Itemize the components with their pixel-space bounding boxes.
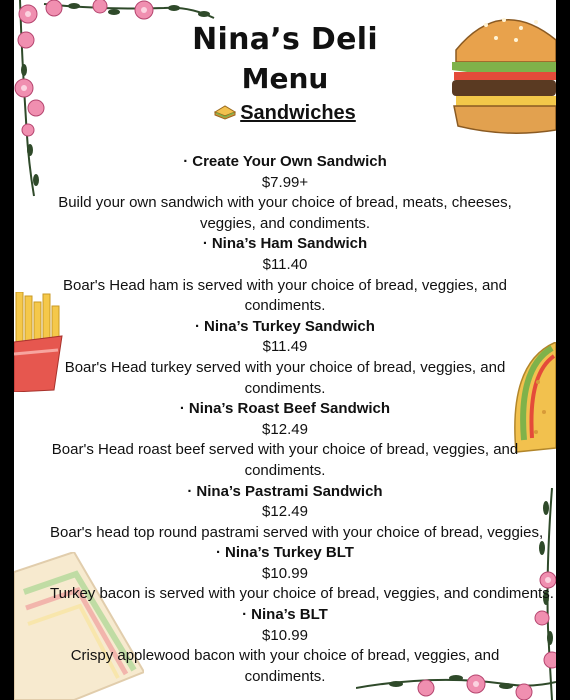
- menu-item: [14, 543, 556, 605]
- bullet: ·: [216, 544, 222, 562]
- item-price: $12.49: [262, 420, 308, 438]
- sandwich-list: [14, 152, 556, 687]
- item-description: Turkey bacon is served with your choice of bread, veggies, and condiments.: [50, 585, 554, 603]
- item-description: Boar's Head roast beef served with your choice of bread, veggies, and condiments.: [51, 441, 519, 479]
- item-name: [14, 399, 556, 420]
- item-name: [14, 152, 556, 173]
- menu-item: [14, 234, 556, 316]
- bullet: ·: [195, 317, 201, 335]
- menu-item: [14, 605, 556, 687]
- bullet: ·: [183, 153, 189, 170]
- menu-item: [14, 399, 556, 481]
- menu-subtitle: Menu: [241, 62, 329, 95]
- item-price: $7.99+: [261, 173, 309, 191]
- item-name: [14, 234, 556, 255]
- item-name-text: Nina’s Ham Sandwich: [211, 235, 368, 253]
- menu-item: [14, 482, 556, 544]
- item-name-text: Nina’s Turkey BLT: [225, 544, 354, 562]
- bullet: ·: [179, 400, 185, 418]
- bullet: ·: [202, 235, 208, 253]
- item-description: Crispy applewood bacon with your choice of bread, veggies, and condiments.: [70, 647, 500, 685]
- bullet: ·: [187, 482, 193, 500]
- item-name-text: Create Your Own Sandwich: [192, 153, 387, 170]
- section-label: Sandwiches: [240, 102, 356, 124]
- item-price: $11.40: [262, 255, 308, 273]
- item-name: [14, 543, 556, 564]
- item-price: $10.99: [262, 564, 308, 582]
- item-price: $10.99: [262, 626, 308, 644]
- sandwich-emoji-icon: [214, 104, 236, 120]
- item-description: Boar's head top round pastrami served with your choice of bread, veggies,: [50, 523, 544, 541]
- menu-item: [14, 152, 556, 234]
- item-name: [14, 317, 556, 338]
- item-description: Boar's Head ham is served with your choice of bread, veggies, and condiments.: [63, 276, 507, 315]
- item-price: $12.49: [262, 503, 308, 521]
- menu-item: [14, 317, 556, 399]
- item-description: Boar's Head turkey served with your choice of bread, veggies, and condiments.: [64, 358, 506, 397]
- item-name-text: Nina’s BLT: [251, 606, 328, 624]
- menu-page: [14, 0, 556, 700]
- item-price: $11.49: [262, 338, 308, 356]
- item-name: [14, 605, 556, 626]
- item-description: Build your own sandwich with your choice of bread, meats, cheeses, veggies, and condiments.: [58, 194, 512, 232]
- item-name-text: Nina’s Pastrami Sandwich: [196, 482, 383, 500]
- item-name-text: Nina’s Turkey Sandwich: [204, 317, 375, 335]
- item-name-text: Nina’s Roast Beef Sandwich: [188, 400, 391, 418]
- item-name: [14, 482, 556, 503]
- bullet: ·: [242, 606, 248, 624]
- deli-title: Nina’s Deli: [192, 22, 378, 57]
- section-heading: [14, 102, 556, 125]
